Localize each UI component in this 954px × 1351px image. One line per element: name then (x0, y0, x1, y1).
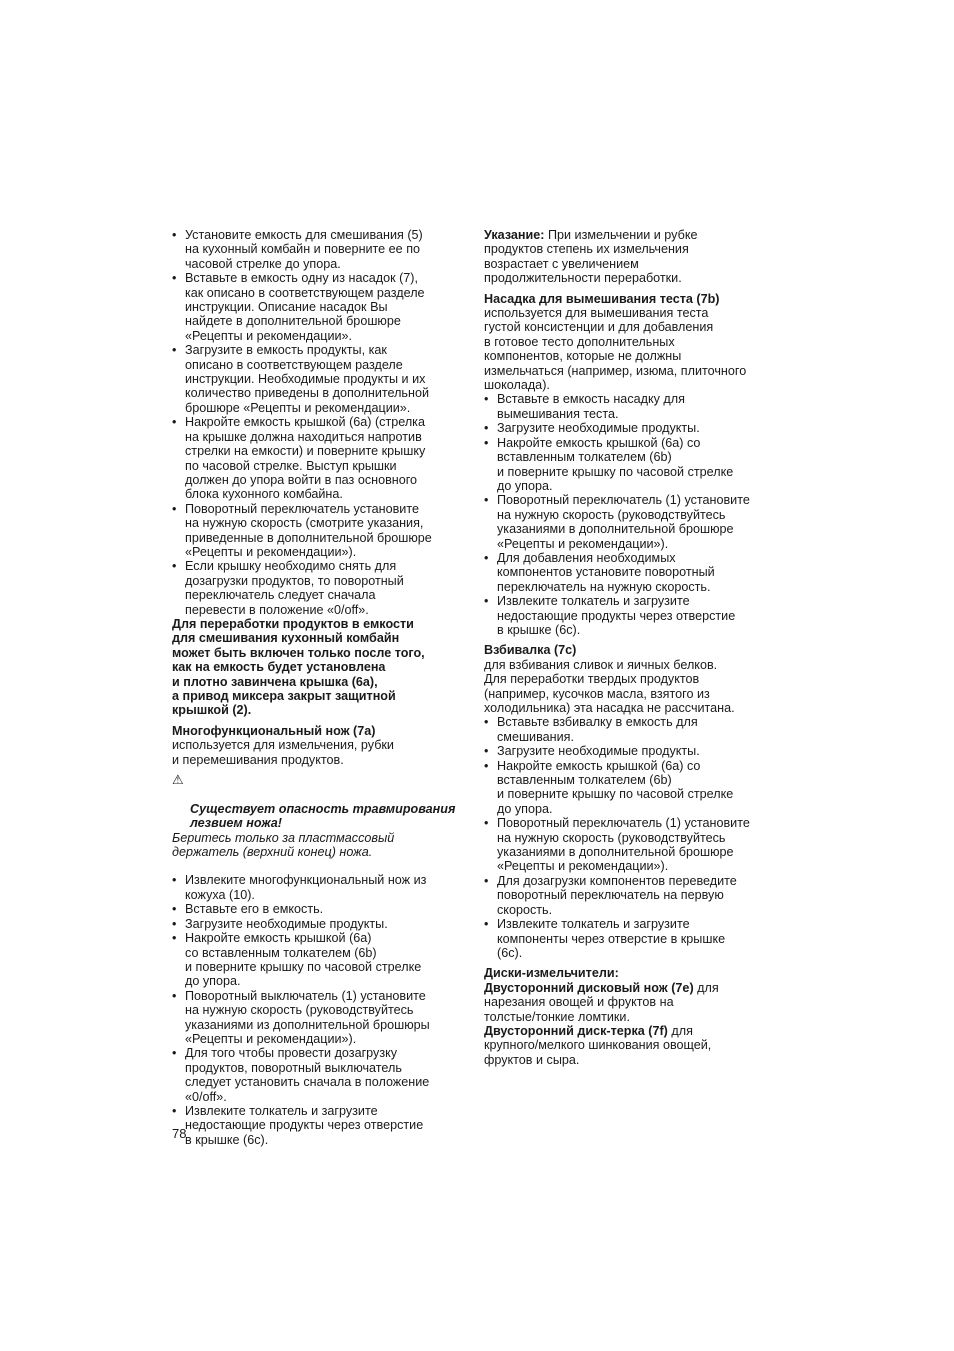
list-item: • Поворотный переключатель (1) установите на нужную скорость (руководствуйтесь указаниями в дополнительной брошюре «Рецепты и рекомендации»). (484, 816, 774, 874)
list-item: • Вставьте в емкость одну из насадок (7), как описано в соответствующем разделе инструкции. Описание насадок Вы найдете в дополнительной брошюре «Рецепты и рекомендации». (172, 271, 458, 343)
dough-hook-description: используется для вымешивания теста густой консистенции и для добавления в готовое тесто дополнительных компонентов, которые не должны измельчаться (например, изюма, плиточного шоколада). (484, 306, 747, 393)
assembly-steps-list (172, 228, 458, 617)
warning-block (172, 773, 458, 859)
knife-description: используется для измельчения, рубки и перемешивания продуктов. (172, 738, 394, 767)
list-item: • Извлеките толкатель и загрузите компоненты через отверстие в крышке (6с). (484, 917, 774, 960)
list-item: • Накройте емкость крышкой (6а) (стрелка на крышке должна находиться напротив стрелки на емкости) и поверните крышку по часовой стрелке. Выступ крышки должен до упора войти в паз основного блока кухонного комбайна. (172, 415, 458, 501)
whisk-heading: Взбивалка (7с) (484, 643, 577, 658)
knife-steps-list (172, 873, 458, 1147)
list-item: • Извлеките толкатель и загрузите недостающие продукты через отверстие в крышке (6с). (172, 1104, 458, 1147)
list-item: • Установите емкость для смешивания (5) на кухонный комбайн и поверните ее по часовой стрелке до упора. (172, 228, 458, 271)
note-text: При измельчении и рубке продуктов степень их измельчения возрастает с увеличением продолжительности переработки. (484, 228, 698, 286)
list-item: • Вставьте взбивалку в емкость для смешивания. (484, 715, 774, 744)
list-item: • Загрузите необходимые продукты. (484, 744, 774, 758)
dough-steps-list (484, 392, 774, 637)
note-label: Указание: (484, 228, 545, 242)
list-item: • Поворотный переключатель (1) установите на нужную скорость (руководствуйтесь указаниями в дополнительной брошюре «Рецепты и рекомендации»). (484, 493, 774, 551)
safety-note: Для переработки продуктов в емкости для смешивания кухонный комбайн может быть включен только после того, как на емкость будет установлена и плотно завинчена крышка (6а), а привод миксера закрыт защитной крышкой (2). (172, 616, 425, 718)
list-item: • Загрузите необходимые продукты. (172, 917, 458, 931)
note-paragraph (484, 228, 774, 286)
list-item: • Загрузите в емкость продукты, как описано в соответствующем разделе инструкции. Необходимые продукты и их количество приведены в дополнительной брошюре «Рецепты и рекомендации». (172, 343, 458, 415)
disc2-paragraph (484, 1024, 774, 1067)
list-item: • Вставьте его в емкость. (172, 902, 458, 916)
disc2-label: Двусторонний диск-терка (7f) (484, 1023, 668, 1038)
disc1-paragraph (484, 981, 774, 1024)
list-item: • Накройте емкость крышкой (6а) со вставленным толкателем (6b) и поверните крышку по часовой стрелке до упора. (172, 931, 458, 989)
discs-heading: Диски-измельчители: (484, 966, 619, 981)
list-item: • Вставьте в емкость насадку для вымешивания теста. (484, 392, 774, 421)
disc2-text: для крупного/мелкого шинкования овощей, фруктов и сыра. (484, 1023, 712, 1067)
left-column (172, 228, 458, 1147)
warning-triangle-icon: ⚠ (172, 772, 184, 788)
list-item: • Для добавления необходимых компонентов установите поворотный переключатель на нужную скорость. (484, 551, 774, 594)
disc1-label: Двусторонний дисковый нож (7е) (484, 980, 694, 995)
page-number: 78 (172, 1126, 187, 1141)
list-item: • Для того чтобы провести дозагрузку продуктов, поворотный выключатель следует установить сначала в положение «0/off». (172, 1046, 458, 1104)
whisk-steps-list (484, 715, 774, 960)
right-column (484, 228, 774, 1067)
list-item: • Загрузите необходимые продукты. (484, 421, 774, 435)
warning-text: Беритесь только за пластмассовый держатель (верхний конец) ножа. (172, 830, 395, 860)
warning-title-wrap (172, 773, 458, 831)
list-item: • Извлеките толкатель и загрузите недостающие продукты через отверстие в крышке (6с). (484, 594, 774, 637)
list-item: • Если крышку необходимо снять для дозагрузки продуктов, то поворотный переключатель следует сначала перевести в положение «0/off». (172, 559, 458, 617)
list-item: • Накройте емкость крышкой (6а) со вставленным толкателем (6b) и поверните крышку по часовой стрелке до упора. (484, 436, 774, 494)
whisk-description: для взбивания сливок и яичных белков. Для переработки твердых продуктов (например, кусочков масла, взятого из холодильника) эта насадка не рассчитана. (484, 657, 735, 715)
disc1-text: для нарезания овощей и фруктов на толстые/тонкие ломтики. (484, 980, 719, 1024)
dough-hook-heading: Насадка для вымешивания теста (7b) (484, 291, 720, 306)
list-item: • Поворотный переключатель установите на нужную скорость (смотрите указания, приведенные в дополнительной брошюре «Рецепты и рекомендации»). (172, 502, 458, 560)
spacer (172, 859, 458, 873)
warning-title: Существует опасность травмирования лезвием ножа! (190, 801, 456, 831)
list-item: • Поворотный выключатель (1) установите на нужную скорость (руководствуйтесь указаниями из дополнительной брошюры «Рецепты и рекомендации»). (172, 989, 458, 1047)
list-item: • Для дозагрузки компонентов переведите поворотный переключатель на первую скорость. (484, 874, 774, 917)
list-item: • Извлеките многофункциональный нож из кожуха (10). (172, 873, 458, 902)
knife-heading: Многофункциональный нож (7а) (172, 723, 376, 738)
list-item: • Накройте емкость крышкой (6а) со вставленным толкателем (6b) и поверните крышку по часовой стрелке до упора. (484, 759, 774, 817)
